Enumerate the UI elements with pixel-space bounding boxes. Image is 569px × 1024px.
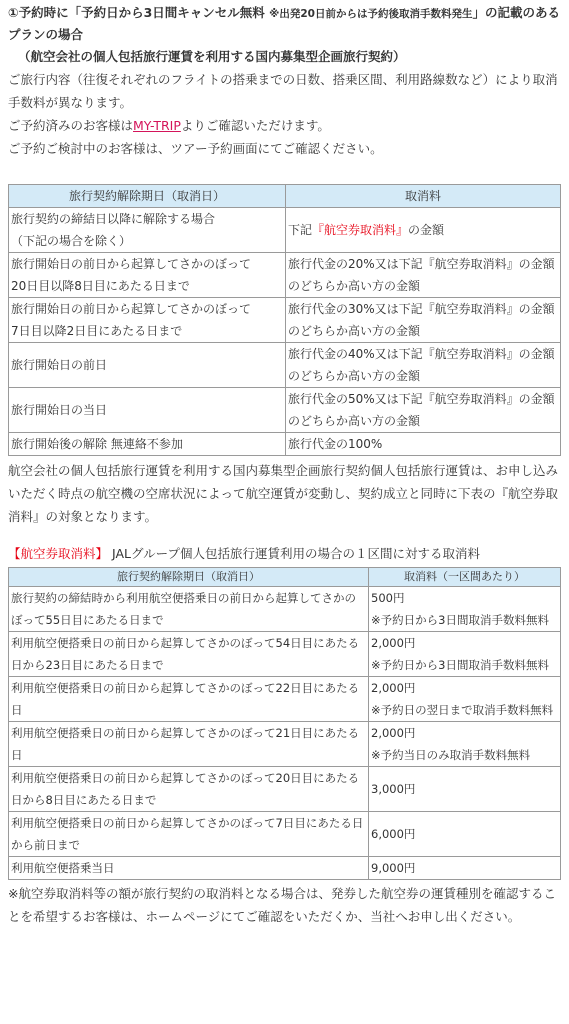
airline-cancellation-table <box>8 567 561 880</box>
table-row <box>9 253 561 298</box>
period-cell: 旅行契約の締結時から利用航空便搭乗日の前日から起算してさかのぼって55日目にあたる日まで <box>9 586 369 631</box>
fee-text: 旅行代金の50%又は下記『航空券取消料』の金額のどちらか高い方の金額 <box>288 392 555 429</box>
fee-note: ※予約日の翌日まで取消手数料無料 <box>371 702 554 717</box>
fee-text: 旅行代金の30%又は下記『航空券取消料』の金額のどちらか高い方の金額 <box>288 302 555 339</box>
intro-pre: ご予約済みのお客様は <box>8 117 134 133</box>
table-header-row <box>9 185 561 208</box>
fee-amount: 6,000円 <box>371 826 416 841</box>
plan-subheading: （航空会社の個人包括旅行運賃を利用する国内募集型企画旅行契約） <box>18 48 406 64</box>
fare-explanation: 航空会社の個人包括旅行運賃を利用する国内募集型企画旅行契約個人包括旅行運賃は、お申し込みいただく時点の航空機の空席状況によって航空運賃が変動し、契約成立と同時に下表の『航空券取消料』の対象となります。 <box>8 463 559 525</box>
fee-cell <box>286 343 561 388</box>
airline-fee-title <box>8 543 561 565</box>
column-header-fee: 取消料 <box>286 185 561 208</box>
table-row <box>9 631 561 676</box>
period-cell <box>9 208 286 253</box>
fee-cell <box>286 433 561 456</box>
fee-cell <box>369 856 561 879</box>
fee-amount: 9,000円 <box>371 860 416 875</box>
table-row <box>9 388 561 433</box>
plan-heading <box>8 2 561 46</box>
period-cell: 利用航空便搭乗日の前日から起算してさかのぼって22日目にあたる日 <box>9 676 369 721</box>
fee-text: 旅行代金の40%又は下記『航空券取消料』の金額のどちらか高い方の金額 <box>288 347 555 384</box>
intro-text-2 <box>8 114 561 137</box>
period-cell: 利用航空便搭乗日の前日から起算してさかのぼって54日目にあたる日から23日目にあたる日まで <box>9 631 369 676</box>
period-line: （下記の場合を除く） <box>11 234 132 249</box>
column-header-period: 旅行契約解除期日（取消日） <box>9 185 286 208</box>
airline-fee-caption: JALグループ個人包括旅行運賃利用の場合の１区間に対する取消料 <box>112 545 480 561</box>
period-line: 7日目以降2日目にあたる日まで <box>11 324 183 339</box>
column-header-period: 旅行契約解除期日（取消日） <box>9 567 369 586</box>
table-row <box>9 298 561 343</box>
period-line: 旅行開始日の前日から起算してさかのぼって <box>11 257 252 272</box>
period-cell: 利用航空便搭乗日の前日から起算してさかのぼって21日目にあたる日 <box>9 721 369 766</box>
fee-cell <box>369 631 561 676</box>
footer-note: ※航空券取消料等の額が旅行契約の取消料となる場合は、発券した航空券の運賃種別を確認することを希望するお客様は、ホームページにてご確認をいただくか、当社へお申し出ください。 <box>8 885 556 924</box>
intro-text-3: ご予約ご検討中のお客様は、ツアー予約画面にてご確認ください。 <box>8 141 383 156</box>
period-cell <box>9 388 286 433</box>
period-line: 旅行開始後の解除 無連絡不参加 <box>11 437 183 452</box>
fee-cell <box>369 676 561 721</box>
table-row <box>9 586 561 631</box>
fee-cell <box>369 811 561 856</box>
table-row <box>9 433 561 456</box>
fee-amount: 2,000円 <box>371 635 416 650</box>
table-row <box>9 208 561 253</box>
table-row <box>9 721 561 766</box>
table-row <box>9 343 561 388</box>
fee-amount: 500円 <box>371 590 405 605</box>
period-cell: 利用航空便搭乗日の前日から起算してさかのぼって7日目にあたる日から前日まで <box>9 811 369 856</box>
fee-note: ※予約当日のみ取消手数料無料 <box>371 747 531 762</box>
fee-highlight: 『航空券取消料』 <box>312 223 409 238</box>
column-header-fee: 取消料（一区間あたり） <box>369 567 561 586</box>
table-row <box>9 856 561 879</box>
period-cell: 利用航空便搭乗日の前日から起算してさかのぼって20日目にあたる日から8日目にあたる日まで <box>9 766 369 811</box>
table-row <box>9 811 561 856</box>
fee-amount: 3,000円 <box>371 781 416 796</box>
fee-cell <box>286 388 561 433</box>
fee-amount: 2,000円 <box>371 725 416 740</box>
fee-cell <box>369 721 561 766</box>
fee-text: 旅行代金の20%又は下記『航空券取消料』の金額のどちらか高い方の金額 <box>288 257 555 294</box>
table-header-row <box>9 567 561 586</box>
fee-note: ※予約日から3日間取消手数料無料 <box>371 612 549 627</box>
period-cell <box>9 343 286 388</box>
fee-text: 旅行代金の100% <box>288 437 383 452</box>
table-row <box>9 766 561 811</box>
fee-cell <box>369 586 561 631</box>
period-cell <box>9 433 286 456</box>
fee-cell <box>369 766 561 811</box>
period-line: 旅行開始日の前日 <box>11 358 108 373</box>
my-trip-link[interactable]: MY-TRIP <box>133 117 181 133</box>
fee-cell <box>286 208 561 253</box>
fee-note: ※予約日から3日間取消手数料無料 <box>371 657 549 672</box>
fee-amount: 2,000円 <box>371 680 416 695</box>
heading-main: ①予約時に「予約日から3日間キャンセル無料 <box>8 5 265 20</box>
period-cell: 利用航空便搭乗当日 <box>9 856 369 879</box>
table-row <box>9 676 561 721</box>
period-cell <box>9 253 286 298</box>
period-line: 旅行開始日の当日 <box>11 403 108 418</box>
period-line: 20日目以降8日目にあたる日まで <box>11 279 190 294</box>
intro-post: よりご確認いただけます。 <box>180 117 330 133</box>
period-line: 旅行開始日の前日から起算してさかのぼって <box>11 302 252 317</box>
heading-tail: 」の記載のあるプランの場合 <box>8 5 560 42</box>
period-cell <box>9 298 286 343</box>
tour-cancellation-table <box>8 184 561 456</box>
period-line: 旅行契約の締結日以降に解除する場合 <box>11 212 216 227</box>
fee-text: 下記 <box>288 223 313 238</box>
intro-text-1: ご旅行内容（往復それぞれのフライトの搭乗までの日数、搭乗区間、利用路線数など）により取消手数料が異なります。 <box>8 71 558 110</box>
heading-note: ※出発20日前からは予約後取消手数料発生 <box>269 8 473 20</box>
fee-cell <box>286 253 561 298</box>
fee-text: の金額 <box>408 223 445 238</box>
airline-fee-label: 【航空券取消料】 <box>8 545 109 561</box>
fee-cell <box>286 298 561 343</box>
